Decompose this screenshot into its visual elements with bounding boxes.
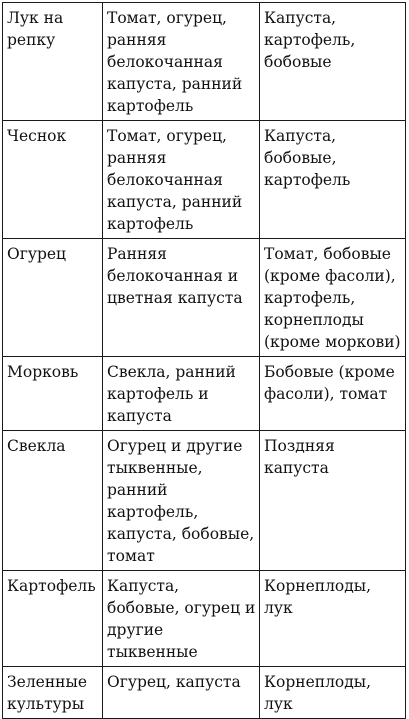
table-row [3,239,406,357]
table-row [3,121,406,239]
crop-rotation-table-body [3,3,406,719]
other-predecessors-cell: Томат, бобовые (кроме фасоли), картофель, корнеплоды (кроме моркови) [260,239,406,357]
good-predecessors-cell: Свекла, ранний картофель и капуста [103,357,260,431]
other-predecessors-cell: Корнеплоды, лук [260,667,406,719]
crop-name-cell: Чеснок [3,121,103,239]
good-predecessors-cell: Томат, огурец, ранняя белокочанная капуста, ранний картофель [103,3,260,121]
crop-name-cell: Свекла [3,431,103,571]
crop-rotation-table [2,2,406,719]
other-predecessors-cell: Бобовые (кроме фасоли), томат [260,357,406,431]
crop-name-cell: Лук на репку [3,3,103,121]
good-predecessors-cell: Огурец, капуста [103,667,260,719]
table-row [3,431,406,571]
good-predecessors-cell: Капуста, бобовые, огурец и другие тыквенные [103,571,260,667]
crop-name-cell: Картофель [3,571,103,667]
table-row [3,667,406,719]
crop-name-cell: Огурец [3,239,103,357]
table-row [3,571,406,667]
other-predecessors-cell: Капуста, картофель, бобовые [260,3,406,121]
crop-name-cell: Зеленные культуры [3,667,103,719]
good-predecessors-cell: Огурец и другие тыквенные, ранний картофель, капуста, бобовые, томат [103,431,260,571]
crop-name-cell: Морковь [3,357,103,431]
good-predecessors-cell: Ранняя белокочанная и цветная капуста [103,239,260,357]
other-predecessors-cell: Поздняя капуста [260,431,406,571]
table-row [3,357,406,431]
other-predecessors-cell: Капуста, бобовые, картофель [260,121,406,239]
table-row [3,3,406,121]
good-predecessors-cell: Томат, огурец, ранняя белокочанная капуста, ранний картофель [103,121,260,239]
other-predecessors-cell: Корнеплоды, лук [260,571,406,667]
